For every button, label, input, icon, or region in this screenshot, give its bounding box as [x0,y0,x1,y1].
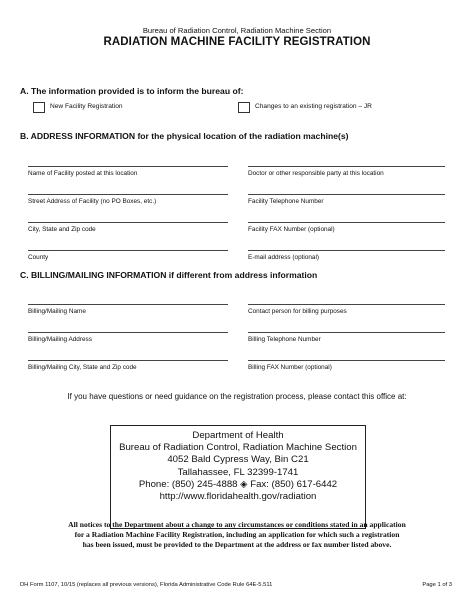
agency-subtitle: Bureau of Radiation Control, Radiation Machine Section [142,26,332,35]
facility-telephone-field[interactable]: Facility Telephone Number [248,194,445,208]
new-registration-checkbox[interactable] [33,102,45,113]
new-registration-label: New Facility Registration [50,103,123,110]
billing-name-field[interactable]: Billing/Mailing Name [28,304,228,318]
contact-address-box [110,425,366,529]
section-a-heading: A. The information provided is to inform the bureau of: [20,86,244,96]
contact-website: http://www.floridahealth.gov/radiation [159,491,317,503]
notice-line: has been issued, must be provided to the Department at the address or fax number listed above. [82,540,392,549]
billing-fax-field[interactable]: Billing FAX Number (optional) [248,360,445,374]
section-b-heading: B. ADDRESS INFORMATION for the physical location of the radiation machine(s) [20,131,349,141]
contact-city: Tallahassee, FL 32399-1741 [177,466,299,478]
contact-intro: If you have questions or need guidance on the registration process, please contact this office at: [67,392,407,401]
email-field[interactable]: E-mail address (optional) [248,250,445,264]
facility-name-field[interactable]: Name of Facility posted at this location [28,166,228,180]
county-field[interactable]: County [28,250,228,264]
billing-telephone-field[interactable]: Billing Telephone Number [248,332,445,346]
form-info: DH Form 1107, 10/15 (replaces all previous versions), Florida Administrative Code Rule 64E-5.511 [20,582,273,588]
notice-line: All notices to the Department about a change to any circumstances or conditions stated in an application [68,520,406,529]
billing-city-state-zip-field[interactable]: Billing/Mailing City, State and Zip code [28,360,228,374]
city-state-zip-field[interactable]: City, State and Zip code [28,222,228,236]
contact-street: 4052 Bald Cypress Way, Bin C21 [167,454,309,466]
contact-department: Department of Health [192,430,284,441]
responsible-party-field[interactable]: Doctor or other responsible party at this location [248,166,445,180]
form-title: RADIATION MACHINE FACILITY REGISTRATION [103,36,371,48]
notice-line: for a Radiation Machine Facility Registration, including an application for which such a registration [74,530,400,539]
billing-address-field[interactable]: Billing/Mailing Address [28,332,228,346]
change-registration-label: Changes to an existing registration – JR [255,103,372,110]
page-number: Page 1 of 3 [422,582,452,588]
section-c-heading: C. BILLING/MAILING INFORMATION if different from address information [20,270,318,280]
contact-phone-fax: Phone: (850) 245-4888 ◈ Fax: (850) 617-6442 [138,478,338,490]
contact-bureau: Bureau of Radiation Control, Radiation Machine Section [119,442,357,454]
facility-fax-field[interactable]: Facility FAX Number (optional) [248,222,445,236]
billing-contact-field[interactable]: Contact person for billing purposes [248,304,445,318]
street-address-field[interactable]: Street Address of Facility (no PO Boxes, etc.) [28,194,228,208]
change-notice [0,520,474,550]
change-registration-checkbox[interactable] [238,102,250,113]
